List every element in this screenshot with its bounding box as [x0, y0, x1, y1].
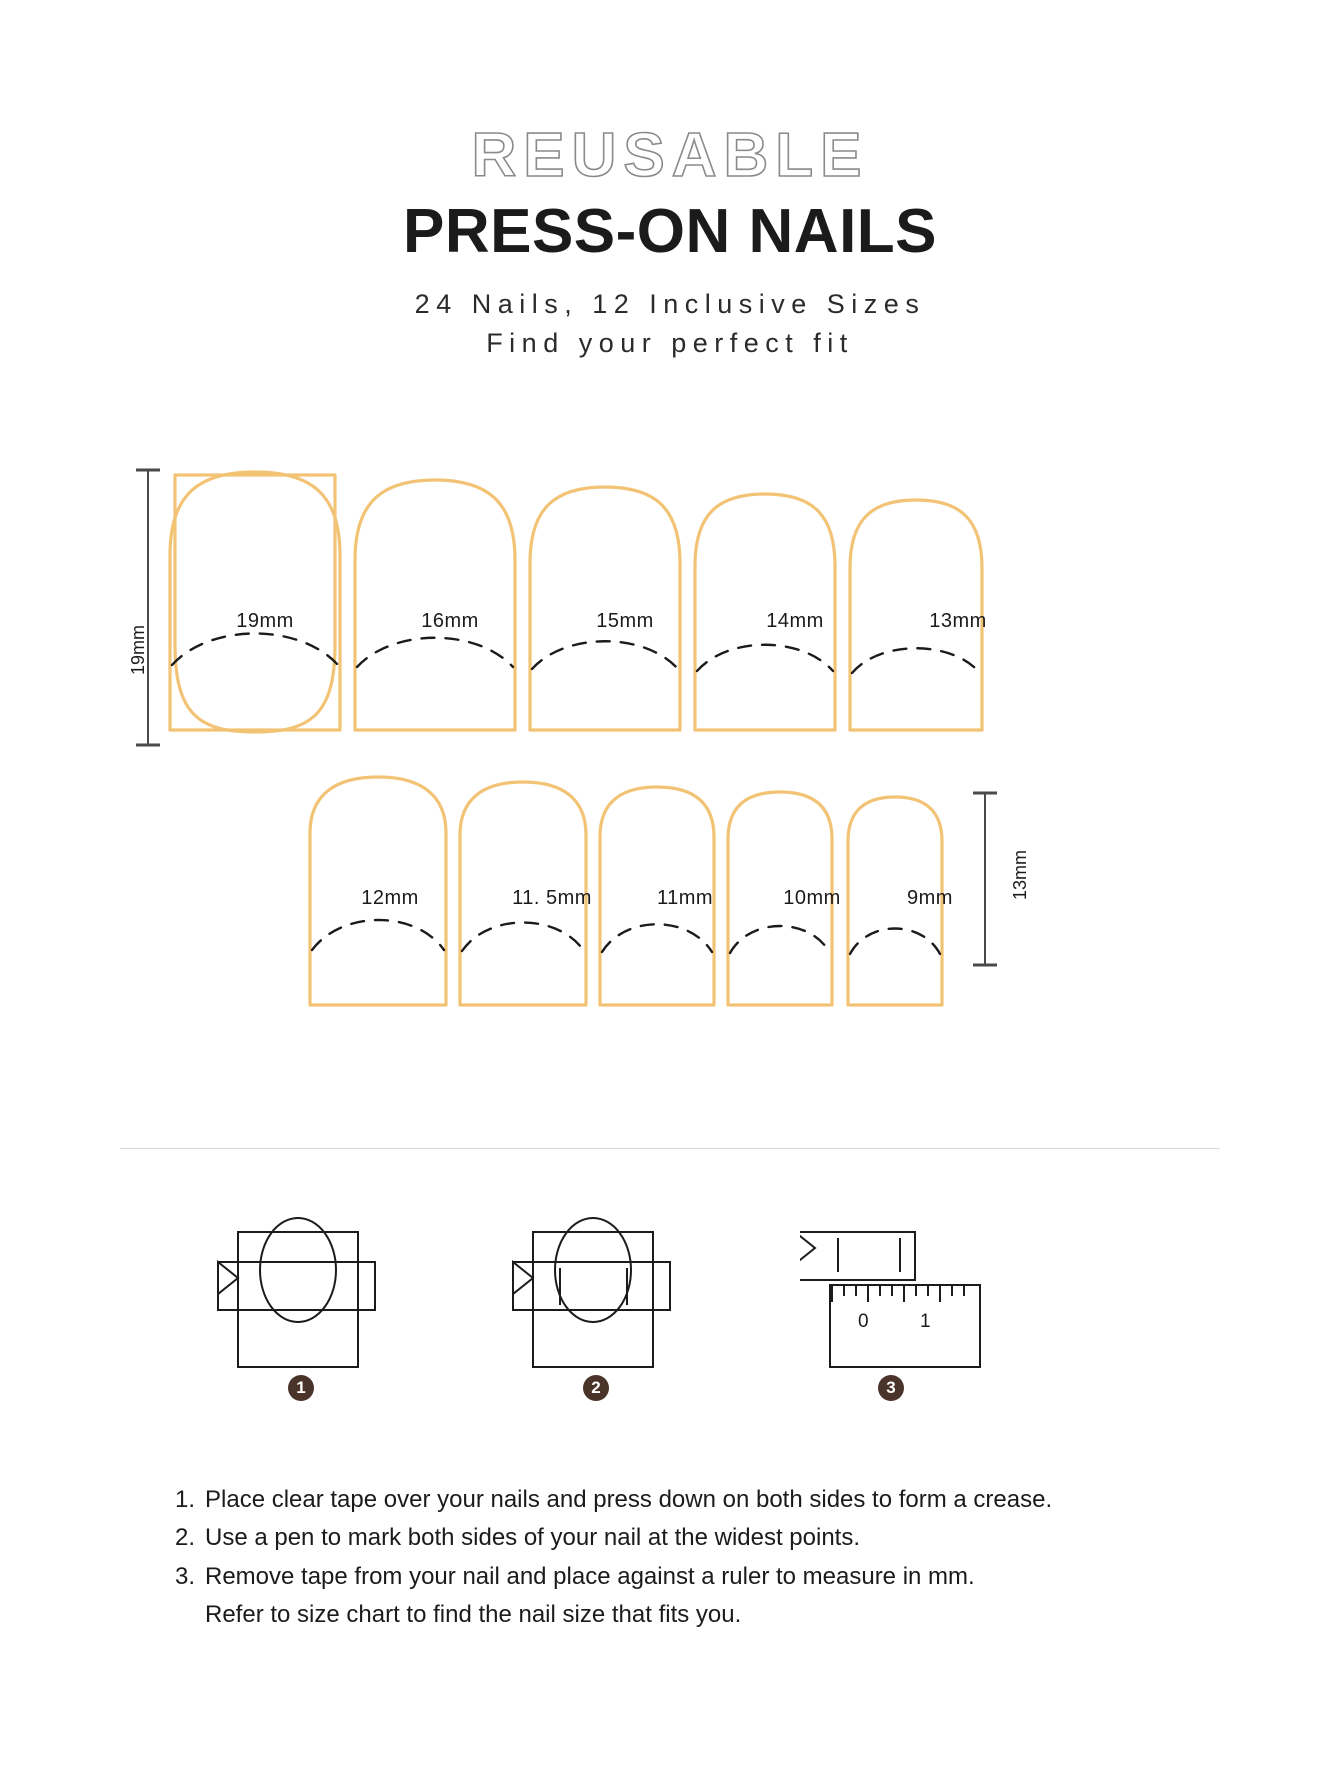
step-1-illustration	[210, 1210, 470, 1410]
ruler-tick-0: 0	[858, 1311, 869, 1332]
instruction-number-2: 2.	[175, 1524, 196, 1552]
header	[0, 121, 1340, 363]
instruction-item-2	[175, 1520, 1235, 1556]
size-chart	[0, 450, 1340, 1030]
subtitle-line-1: 24 Nails, 12 Inclusive Sizes	[414, 289, 926, 319]
nail-row-1-shapes	[150, 460, 1310, 750]
instruction-number-1: 1.	[175, 1486, 196, 1513]
step-3-graphic	[800, 1210, 1060, 1400]
instruction-text-1: Place clear tape over your nails and press down on both sides to form a crease.	[205, 1486, 1053, 1513]
instruction-item-1	[175, 1482, 1235, 1518]
steps-illustrations	[0, 1210, 1340, 1440]
step-badge-2: 2	[583, 1375, 609, 1401]
instruction-text-2: Use a pen to mark both sides of your nail at the widest points.	[205, 1524, 861, 1552]
step-badge-3: 3	[878, 1375, 904, 1401]
instruction-continuation: Refer to size chart to find the nail size that fits you.	[205, 1601, 742, 1629]
nail-label-11-5mm: 11. 5mm	[512, 887, 592, 909]
instruction-number-3: 3.	[175, 1562, 196, 1590]
page-title: PRESS-ON NAILS	[402, 197, 938, 266]
nail-label-14mm: 14mm	[766, 610, 824, 632]
page-title-outline: REUSABLE	[471, 121, 869, 190]
nail-label-10mm: 10mm	[783, 887, 841, 909]
instruction-text-3: Remove tape from your nail and place against a ruler to measure in mm.	[205, 1562, 975, 1590]
step-2-graphic	[505, 1210, 765, 1400]
step-2-illustration	[505, 1210, 765, 1410]
section-divider	[120, 1148, 1220, 1149]
nail-label-19mm: 19mm	[236, 610, 294, 632]
nail-label-11mm: 11mm	[656, 887, 714, 909]
step-3-illustration	[800, 1210, 1060, 1410]
step-1-graphic	[210, 1210, 470, 1400]
page-subtitle	[0, 285, 1340, 363]
subtitle-line-2: Find your perfect fit	[486, 328, 854, 359]
nail-label-12mm: 12mm	[361, 887, 419, 909]
nail-label-15mm: 15mm	[596, 610, 654, 632]
nail-label-13mm: 13mm	[929, 610, 987, 632]
dimension-label-13mm: 13mm	[1010, 849, 1030, 901]
nail-label-16mm: 16mm	[421, 610, 479, 632]
step-badge-1: 1	[288, 1375, 314, 1401]
dimension-label-19mm: 19mm	[128, 624, 148, 676]
instruction-item-3	[175, 1559, 1235, 1595]
ruler-tick-1: 1	[920, 1311, 931, 1332]
instructions-list	[175, 1482, 1235, 1634]
nail-label-9mm: 9mm	[907, 887, 953, 909]
